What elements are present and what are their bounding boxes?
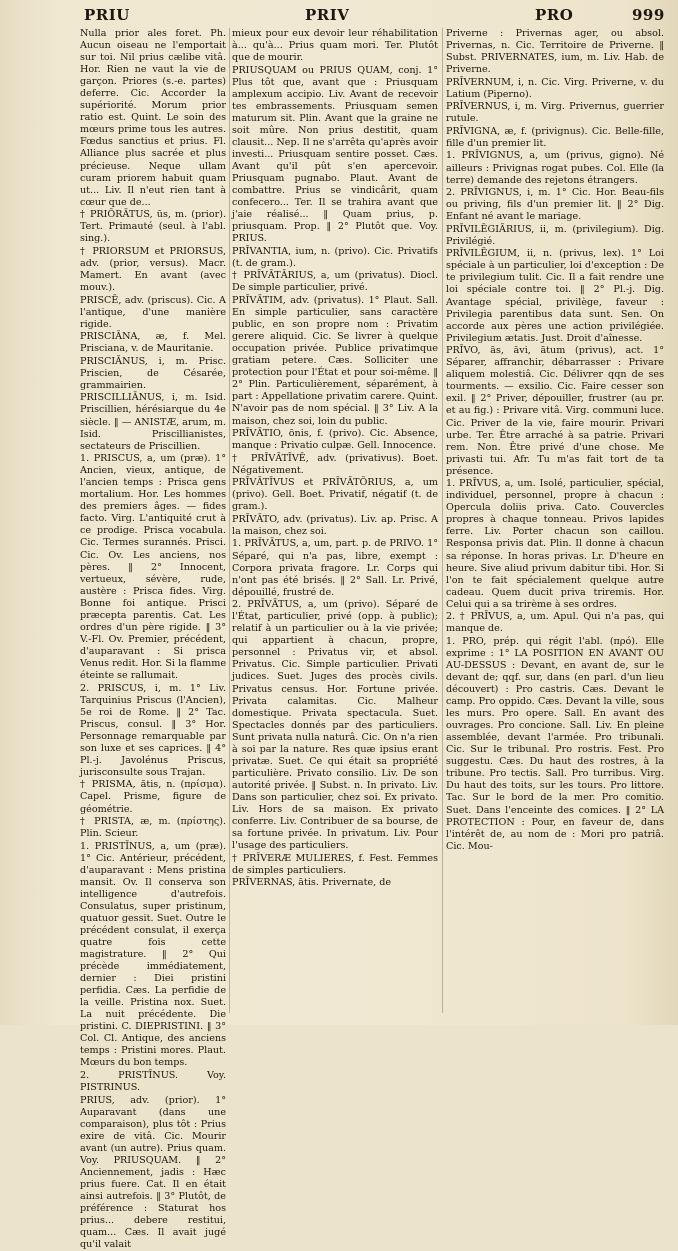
dictionary-entry: 2. PRISTĪNUS. Voy. PISTRINUS. xyxy=(80,1070,226,1094)
dictionary-entry: PRISCIĀNUS, i, m. Prisc. Priscien, de Césarée, grammairien. xyxy=(80,355,226,391)
column-left xyxy=(80,28,226,1251)
dictionary-entry: PRĪVERNAS, ātis. Privernate, de xyxy=(232,877,392,889)
dictionary-entry: PRĪVANTIA, ium, n. (privo). Cic. Privatifs (t. de gram.). xyxy=(232,245,438,269)
dictionary-entry: † PRIŌRĀTUS, ūs, m. (prior). Tert. Primauté (seul. à l'abl. sing.). xyxy=(80,209,226,245)
dictionary-entry: PRĪVĀTĪVUS et PRĪVĀTŌRIUS, a, um (privo). Gell. Boet. Privatif, négatif (t. de gram.). xyxy=(232,477,438,513)
dictionary-entry: mieux pour eux devoir leur réhabilitation à... qu'à... Prius quam mori. Ter. Plutôt que de mourir. xyxy=(232,28,438,64)
dictionary-entry: 2. PRĪVĀTUS, a, um (privo). Séparé de l'État, particulier, privé (opp. à public); relatif à un particulier ou à la vie privée; qui appartient à chacun, propre, personnel : Privatus vir, et absol. Privatus. Cic. Simple particulier. Privati judices. Suet. Juges des procès civils. Privatus census. Hor. Fortune privée. Privata calamitas. Cic. Malheur domestique. Privata spectacula. Suet. Spectacles donnés par des particuliers. Sunt privata nulla naturâ. Cic. On n'a rien à soi par la nature. Res quæ ipsius erant privatæ. Suet. Ce qui était sa propriété particulière. Privato consilio. Liv. De son autorité privée. ‖ Subst. n. In privato. Liv. Dans son particulier, chez soi. Ex privato. Liv. Hors de sa maison. Ex privato conferre. Liv. Contribuer de sa bourse, de sa fortune privée. In privatum. Liv. Pour l'usage des particuliers. xyxy=(232,599,438,852)
dictionary-entry: Priverne : Privernas ager, ou absol. Privernas, n. Cic. Territoire de Priverne. ‖ Subst. PRIVERNATES, ium, m. Liv. Hab. de Priverne. xyxy=(446,28,664,76)
dictionary-entry: PRIUS, adv. (prior). 1° Auparavant (dans une comparaison), plus tôt : Prius exire de vitâ. Cic. Mourir avant (un autre). Prius quam. Voy. PRIUSQUAM. ‖ 2° Anciennement, jadis : Hæc prius fuere. Cat. Il en était ainsi autrefois. ‖ 3° Plutôt, de préférence : Staturat hos prius... debere restitui, quam... Cæs. Il avait jugé qu'il valait xyxy=(80,1094,226,1251)
dictionary-entry: 2. PRĪVIGNUS, i, m. 1° Cic. Hor. Beau-fils ou priving, fils d'un premier lit. ‖ 2° Dig. Enfant né avant le mariage. xyxy=(446,187,664,223)
column-right xyxy=(446,28,664,1018)
column-divider xyxy=(442,28,443,1013)
dictionary-entry: † PRIORSUM et PRIORSUS, adv. (prior, versus). Macr. Mamert. En avant (avec mouv.). xyxy=(80,245,226,293)
dictionary-entry: PRIUSQUAM ou PRIUS QUAM, conj. 1° Plus tôt que, avant que : Priusquam amplexum accipio. Liv. Avant de recevoir tes embrassements. Priusquam semen maturum sit. Plin. Avant que la graine ne soit mûre. Non prius destitit, quam clausit... Nep. Il ne s'arrêta qu'après avoir investi... Priusquam sentire posset. Cæs. Avant qu'il pût s'en apercevoir. Priusquam pugnabo. Plaut. Avant de combattre. Prius se vindicârit, quam confecero... Ter. Il se trahira avant que j'aie réalisé... ‖ Quam prius, p. priusquam. Prop. ‖ 2° Plutôt que. Voy. PRIUS. xyxy=(232,64,438,245)
dictionary-entry: 1. PRĪVUS, a, um. Isolé, particulier, spécial, individuel, personnel, propre à chacun : Opercula doliis priva. Cato. Couvercles propres à chaque tonneau. Privos lapides ferre. Liv. Porter chacun son caillou. Responsa privis dat. Plin. Il donne à chacun sa réponse. In horas privas. Lr. D'heure en heure. Sive aliud privum dabitur tibi. Hor. Si l'on te fait spécialement quelque autre cadeau. Quem ducit priva triremis. Hor. Celui qui a sa trirème à ses ordres. xyxy=(446,478,664,610)
dictionary-entry: PRĪVIGNA, æ, f. (privignus). Cic. Belle-fille, fille d'un premier lit. xyxy=(446,125,664,149)
dictionary-entry: 1. PRĪVIGNUS, a, um (privus, gigno). Né ailleurs : Privignas rogat pubes. Col. Elle (la terre) demande des rejetons étrangers. xyxy=(446,150,664,186)
dictionary-entry: Nulla prior ales foret. Ph. Aucun oiseau ne l'emportait sur toi. Nil prius cælibe vitâ. Hor. Rien ne vaut la vie de garçon. Priores (s.-e. partes) deferre. Cic. Accorder la supériorité. Morum prior ratio est. Quint. Le soin des mœurs prime tous les autres. Fœdus sanctius et prius. Fl. Alliance plus sacrée et plus précieuse. Neque ullam curam priorem habuit quam ut... Liv. Il n'eut rien tant à cœur que de... xyxy=(80,28,226,208)
dictionary-entry: 2. PRISCUS, i, m. 1° Liv. Tarquinius Priscus (l'Ancien), 5e roi de Rome. ‖ 2° Tac. Priscus, consul. ‖ 3° Hor. Personnage remarquable par son luxe et ses caprices. ‖ 4° Pl.-j. Javolénus Priscus, jurisconsulte sous Trajan. xyxy=(80,682,226,778)
running-header xyxy=(0,6,678,28)
dictionary-entry: PRĪVĀTIM, adv. (privatus). 1° Plaut. Sall. En simple particulier, sans caractère public, en son propre nom : Privatim gerere aliquid. Cic. Se livrer à quelque occupation privée. Publice privatimque gratiam petere. Cæs. Solliciter une protection pour l'État et pour soi-même. ‖ 2° Plin. Particulièrement, séparément, à part : Appellatione privatim carere. Quint. N'avoir pas de nom spécial. ‖ 3° Liv. A la maison, chez soi, loin du public. xyxy=(232,295,438,427)
dictionary-entry: † PRĪVĀTĪVĒ, adv. (privativus). Boet. Négativement. xyxy=(232,452,438,476)
dictionary-entry: † PRĪVERÆ MULIERES, f. Fest. Femmes de simples particuliers. xyxy=(232,852,438,876)
dictionary-entry: 1. PRISTĪNUS, a, um (præ). 1° Cic. Antérieur, précédent, d'auparavant : Mens pristina mansit. Ov. Il conserva son intelligence d'autrefois. Consulatus, super pristinum, quatuor gessit. Suet. Outre le précédent consulat, il exerça quatre fois cette magistrature. ‖ 2° Qui précède immédiatement, dernier : Diei pristini perfidia. Cæs. La perfidie de la veille. Pristina nox. Suet. La nuit précédente. Die pristini. C. DIEPRISTINI. ‖ 3° Col. Cl. Antique, des anciens temps : Pristini mores. Plaut. Mœurs du bon temps. xyxy=(80,840,226,1069)
dictionary-entry: PRĪVILĒGIUM, ii, n. (privus, lex). 1° Loi spéciale à un particulier, loi d'exception : De te privilegium tulit. Cic. Il a fait rendre une loi spéciale contre toi. ‖ 2° Pl.-j. Dig. Avantage spécial, privilège, faveur : Privilegia parentibus data sunt. Sen. On accorde aux pères une action privilégiée. Privilegium ætatis. Just. Droit d'aînesse. xyxy=(446,248,664,344)
dictionary-entry: PRĪVERNUS, i, m. Virg. Privernus, guerrier rutule. xyxy=(446,101,664,125)
dictionary-entry: 1. PRĪVĀTUS, a, um, part. p. de PRIVO. 1° Séparé, qui n'a pas, libre, exempt : Corpora privata fragore. Lr. Corps qui n'ont pas été brisés. ‖ 2° Sall. Lr. Privé, dépouillé, frustré de. xyxy=(232,538,438,598)
dictionary-entry: PRISCIĀNA, æ, f. Mel. Prisciana, v. de Mauritanie. xyxy=(80,331,226,355)
dictionary-entry: † PRISMA, ătis, n. (πρίσμα). Capel. Prisme, figure de géométrie. xyxy=(80,779,226,815)
dictionary-entry: 2. † PRĪVUS, a, um. Apul. Qui n'a pas, qui manque de. xyxy=(446,611,664,635)
header-center-guideword: PRIV xyxy=(305,6,350,24)
dictionary-entry: 1. PRISCUS, a, um (præ). 1° Ancien, vieux, antique, de l'ancien temps : Prisca gens mortalium. Hor. Les hommes des premiers âges. — fides facto. Virg. L'antiquité crut à ce prodige. Prisca vocabula. Cic. Termes surannés. Prisci. Cic. Ov. Les anciens, nos pères. ‖ 2° Innocent, vertueux, sévère, rude, austère : Prisca fides. Virg. Bonne foi antique. Prisci præcepta parentis. Cat. Les ordres d'un père rigide. ‖ 3° V.-Fl. Ov. Premier, précédent, d'auparavant : Si prisca Venus redit. Hor. Si la flamme éteinte se rallumait. xyxy=(80,453,226,681)
dictionary-entry: PRISCILLIĀNUS, i, m. Isid. Priscillien, hérésiarque du 4e siècle. ‖ — ANISTÆ, arum, m. Isid. Priscillianistes, sectateurs de Priscillien. xyxy=(80,392,226,452)
column-divider xyxy=(229,28,230,1013)
dictionary-entry: 1. PRO, prép. qui régit l'abl. (πρό). Elle exprime : 1° LA POSITION EN AVANT OU AU-DESSUS : Devant, en avant de, sur le devant de; qqf. sur, dans (en parl. d'un lieu découvert) : Pro castris. Cæs. Devant le camp. Pro oppido. Cæs. Devant la ville, sous les murs. Pro opere. Sall. En avant des ouvrages. Pro concione. Sall. Liv. En pleine assemblée, devant l'armée. Pro tribunali. Cic. Sur le tribunal. Pro rostris. Fest. Pro suggestu. Cæs. Du haut des rostres, à la tribune. Pro tectis. Sall. Pro turribus. Virg. Du haut des toits, sur les tours. Pro littore. Tac. Sur le bord de la mer. Pro comitio. Suet. Dans l'enceinte des comices. ‖ 2° LA PROTECTION : Pour, en faveur de, dans l'intérêt de, au nom de : Mori pro patriâ. Cic. Mou- xyxy=(446,635,664,852)
header-right-guideword: PRO xyxy=(535,6,574,24)
page-number: 999 xyxy=(632,6,665,24)
column-middle xyxy=(232,28,438,1018)
dictionary-entry: PRĪVERNUM, i, n. Cic. Virg. Priverne, v. du Latium (Piperno). xyxy=(446,76,664,100)
dictionary-entry: PRĪVĀTIO, ōnis, f. (privo). Cic. Absence, manque : Privatio culpæ. Gell. Innocence. xyxy=(232,428,438,452)
dictionary-entry: PRISCĒ, adv. (priscus). Cic. A l'antique, d'une manière rigide. xyxy=(80,294,226,330)
dictionary-entry: PRĪVO, ās, āvi, ātum (privus), act. 1° Séparer, affranchir, débarrasser : Privare aliquem molestiâ. Cic. Délivrer qqn de ses tourments. — exsilio. Cic. Faire cesser son exil. ‖ 2° Priver, dépouiller, frustrer (au pr. et au fig.) : Privare vitâ. Virg. communi luce. Cic. Priver de la vie, faire mourir. Privari urbe. Ter. Être arraché à sa patrie. Privari rem. Non. Être privé d'une chose. Me privasti tui. Afr. Tu m'as fait tort de ta présence. xyxy=(446,345,664,477)
dictionary-entry: † PRĪVĀTĀRIUS, a, um (privatus). Diocl. De simple particulier, privé. xyxy=(232,270,438,294)
dictionary-entry: PRĪVĀTO, adv. (privatus). Liv. ap. Prisc. A la maison, chez soi. xyxy=(232,513,438,537)
dictionary-entry: PRĪVILĒGIĀRIUS, ii, m. (privilegium). Dig. Privilégié. xyxy=(446,223,664,247)
header-left-guideword: PRIU xyxy=(84,6,130,24)
dictionary-entry: † PRISTA, æ, m. (πρίστης). Plin. Scieur. xyxy=(80,816,226,840)
